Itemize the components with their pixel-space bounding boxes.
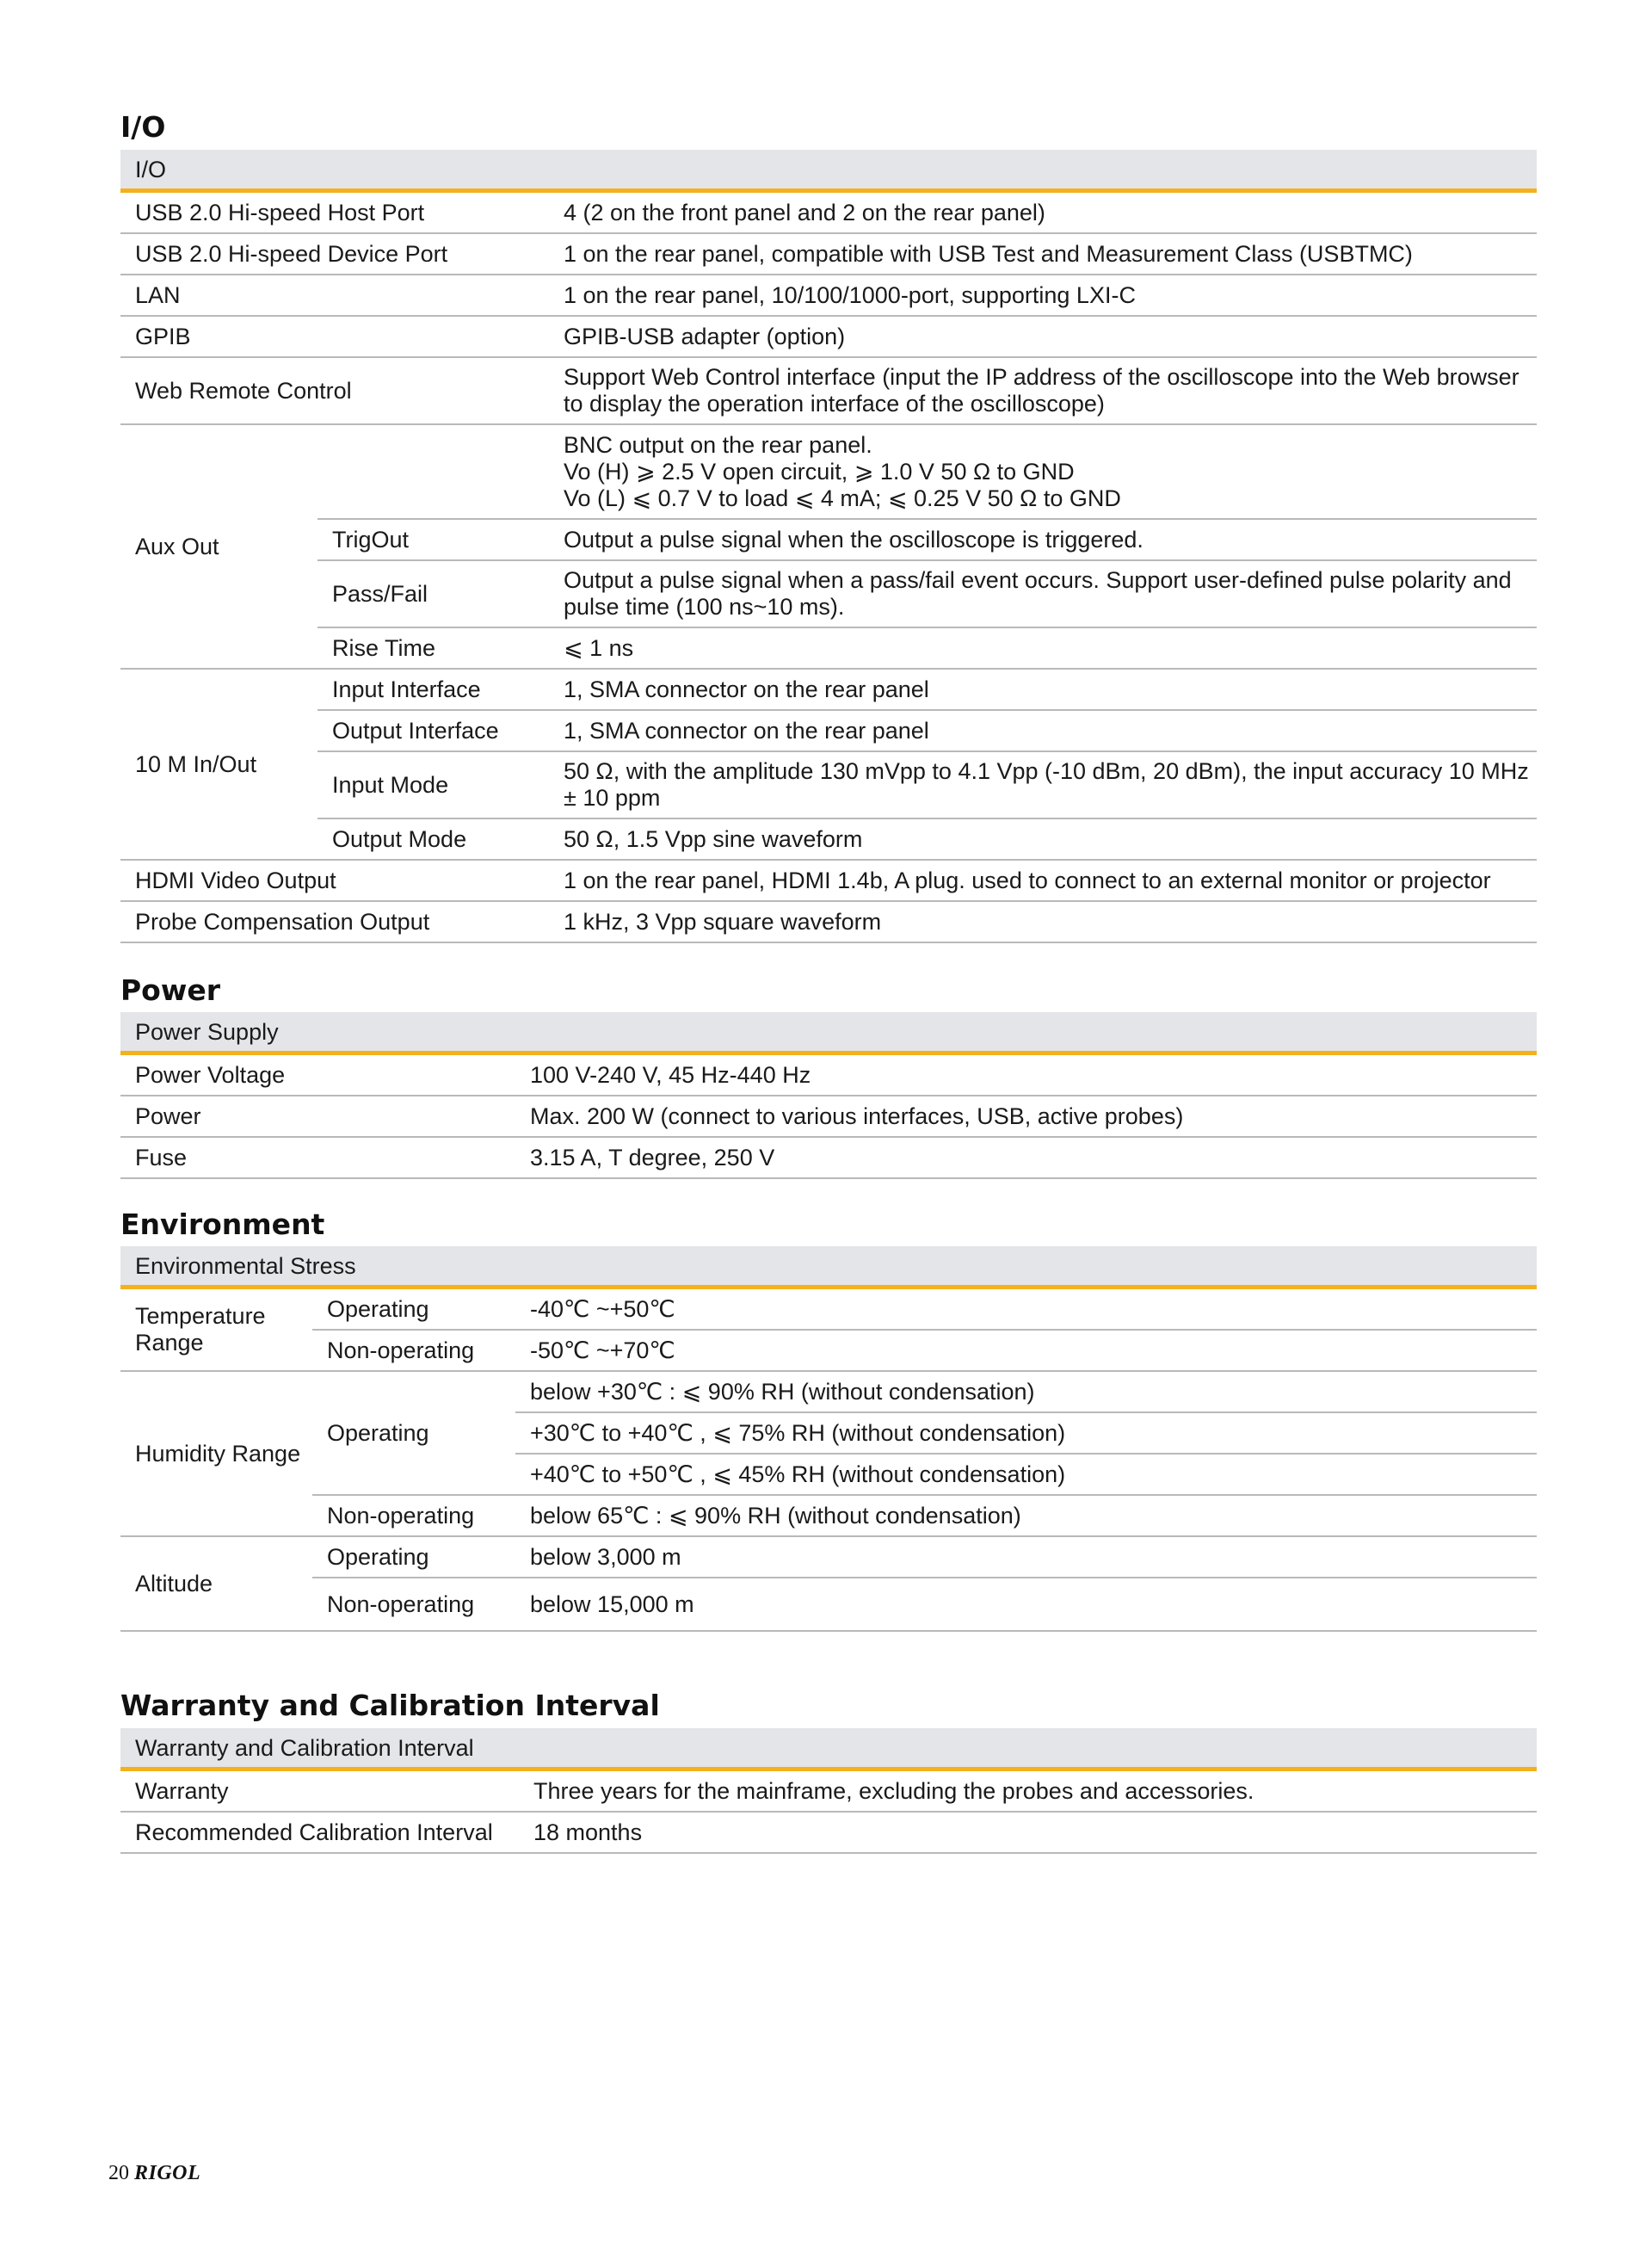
table-row: Web Remote Control Support Web Control interface (input the IP address of the oscilloscope into the Web browser to display the operation interface of the oscilloscope): [120, 357, 1537, 424]
section-title-io: I/O: [120, 110, 166, 144]
table-row: Probe Compensation Output 1 kHz, 3 Vpp square waveform: [120, 901, 1537, 942]
table-row: Fuse 3.15 A, T degree, 250 V: [120, 1137, 1537, 1178]
table-header-row: Environmental Stress: [120, 1246, 1537, 1288]
table-header-row: I/O: [120, 150, 1537, 191]
table-row: Recommended Calibration Interval 18 months: [120, 1812, 1537, 1853]
table-row: TrigOut Output a pulse signal when the oscilloscope is triggered.: [120, 519, 1537, 560]
table-row: USB 2.0 Hi-speed Host Port 4 (2 on the front panel and 2 on the rear panel): [120, 191, 1537, 234]
table-row: 10 M In/Out Input Interface 1, SMA connector on the rear panel: [120, 669, 1537, 710]
page-number: 20: [108, 2162, 129, 2184]
table-row: Non-operating -50℃ ~+70℃: [120, 1330, 1537, 1371]
table-row: USB 2.0 Hi-speed Device Port 1 on the rear panel, compatible with USB Test and Measurement Class (USBTMC): [120, 233, 1537, 275]
table-row: Rise Time ⩽ 1 ns: [120, 627, 1537, 669]
environment-table: [120, 1246, 1537, 1632]
brand-logo: RIGOL: [134, 2162, 201, 2184]
page-footer: [108, 2162, 200, 2185]
table-row: +30℃ to +40℃ , ⩽ 75% RH (without condensation): [120, 1412, 1537, 1454]
table-row: Warranty Three years for the mainframe, excluding the probes and accessories.: [120, 1770, 1537, 1813]
section-title-power: Power: [120, 973, 220, 1007]
table-row: Temperature Range Operating -40℃ ~+50℃: [120, 1288, 1537, 1331]
table-row: Output Interface 1, SMA connector on the rear panel: [120, 710, 1537, 751]
section-title-environment: Environment: [120, 1207, 325, 1241]
table-header-row: Power Supply: [120, 1012, 1537, 1053]
table-row: LAN 1 on the rear panel, 10/100/1000-port, supporting LXI-C: [120, 275, 1537, 316]
table-header-row: Warranty and Calibration Interval: [120, 1728, 1537, 1770]
table-row: Pass/Fail Output a pulse signal when a pass/fail event occurs. Support user-defined pulse polarity and pulse time (100 ns~10 ms).: [120, 560, 1537, 627]
table-row: Non-operating below 15,000 m: [120, 1578, 1537, 1631]
section-title-warranty: Warranty and Calibration Interval: [120, 1689, 660, 1722]
table-row: Altitude Operating below 3,000 m: [120, 1536, 1537, 1578]
power-table: [120, 1012, 1537, 1179]
table-row: Power Max. 200 W (connect to various interfaces, USB, active probes): [120, 1096, 1537, 1137]
table-row: Input Mode 50 Ω, with the amplitude 130 mVpp to 4.1 Vpp (-10 dBm, 20 dBm), the input accuracy 10 MHz ± 10 ppm: [120, 751, 1537, 818]
io-table: [120, 150, 1537, 943]
table-row: Non-operating below 65℃ : ⩽ 90% RH (without condensation): [120, 1495, 1537, 1536]
table-row: Aux Out BNC output on the rear panel. Vo (H) ⩾ 2.5 V open circuit, ⩾ 1.0 V 50 Ω to GND Vo (L) ⩽ 0.7 V to load ⩽ 4 mA; ⩽ 0.25 V 50 Ω to GND: [120, 424, 1537, 519]
table-row: HDMI Video Output 1 on the rear panel, HDMI 1.4b, A plug. used to connect to an external monitor or projector: [120, 860, 1537, 901]
warranty-table: [120, 1728, 1537, 1854]
table-row: Output Mode 50 Ω, 1.5 Vpp sine waveform: [120, 818, 1537, 860]
table-row: Power Voltage 100 V-240 V, 45 Hz-440 Hz: [120, 1053, 1537, 1096]
table-row: GPIB GPIB-USB adapter (option): [120, 316, 1537, 357]
table-row: Humidity Range Operating below +30℃ : ⩽ 90% RH (without condensation): [120, 1371, 1537, 1412]
table-row: +40℃ to +50℃ , ⩽ 45% RH (without condensation): [120, 1454, 1537, 1495]
